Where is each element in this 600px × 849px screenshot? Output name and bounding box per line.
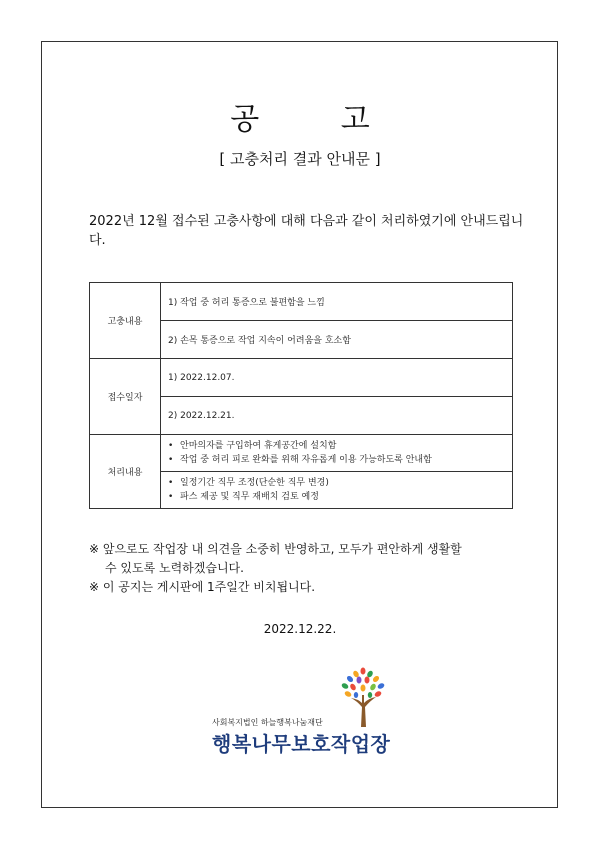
date-item-2: 2) 2022.12.21. — [161, 397, 513, 435]
action-header: 처리내용 — [90, 435, 161, 509]
notes — [89, 540, 549, 597]
action-item: • 일정기간 직무 조정(단순한 직무 변경) — [168, 476, 505, 490]
notice-subtitle: [ 고충처리 결과 안내문 ] — [219, 150, 381, 168]
intro-paragraph: 2022년 12월 접수된 고충사항에 대해 다음과 같이 처리하였기에 안내드립니다. — [89, 214, 524, 248]
date-header: 접수일자 — [90, 359, 161, 435]
complaint-header: 고충내용 — [90, 283, 161, 359]
action-item: • 작업 중 허리 피로 완화를 위해 자유롭게 이용 가능하도록 안내함 — [168, 453, 505, 467]
note-1-line-2: 수 있도록 노력하겠습니다. — [105, 561, 244, 575]
action-item: • 파스 제공 및 직무 재배치 검토 예정 — [168, 490, 505, 504]
organization-name: 행복나무보호작업장 — [212, 732, 391, 756]
organization-sub: 사회복지법인 하늘행복나눔재단 — [212, 718, 323, 727]
note-2: ※ 이 공지는 게시판에 1주일간 비치됩니다. — [89, 580, 316, 594]
note-1-line-1: ※ 앞으로도 작업장 내 의견을 소중히 반영하고, 모두가 편안하게 생활할 — [89, 542, 462, 556]
action-cell-1 — [161, 435, 513, 472]
action-item: • 안마의자를 구입하여 휴게공간에 설치함 — [168, 439, 505, 453]
date-item-1: 1) 2022.12.07. — [161, 359, 513, 397]
notice-title: 공 고 — [230, 102, 406, 137]
complaint-table — [89, 282, 513, 509]
tree-logo-icon — [339, 667, 387, 727]
notice-date: 2022.12.22. — [263, 622, 337, 636]
complaint-item-1: 1) 작업 중 허리 통증으로 불편함을 느낌 — [161, 283, 513, 321]
action-cell-2 — [161, 472, 513, 509]
complaint-item-2: 2) 손목 통증으로 작업 지속이 어려움을 호소함 — [161, 321, 513, 359]
